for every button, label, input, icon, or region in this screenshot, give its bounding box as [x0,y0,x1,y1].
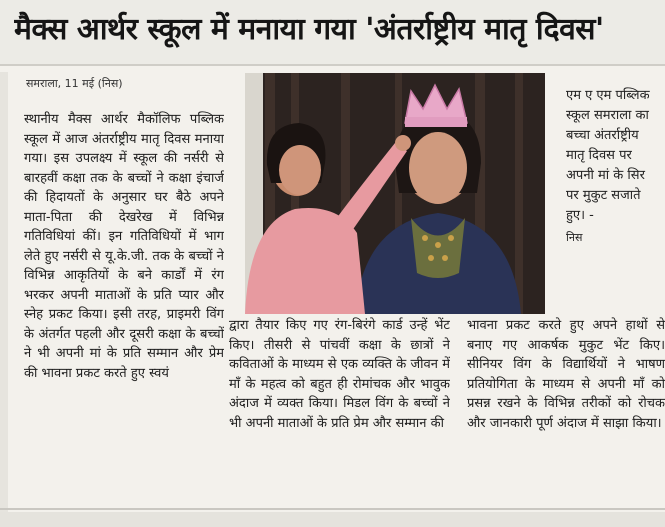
article-column-1 [24,110,224,502]
headline: मैक्स आर्थर स्कूल में मनाया गया 'अंतर्राष्ट्रीय मातृ दिवस' [14,12,604,47]
article-column-3 [467,316,665,502]
dateline: समराला, 11 मई (निस) [26,77,123,90]
divider [0,508,665,510]
article-text: स्थानीय मैक्स आर्थर मैकॉलिफ पब्लिक स्कूल में आज अंतर्राष्ट्रीय मातृ दिवस मनाया गया। इस उपलक्ष्य में स्कूल की नर्सरी से बारहवीं कक्षा तक के बच्चों ने कक्षा इंचार्ज की हिदायतों के अनुसार घर बैठे अपने माता-पिता की देखरेख में विभिन्न गतिविधियां कीं। इन गतिविधियों में भाग लेते हुए नर्सरी से यू.के.जी. तक के बच्चों ने विभिन्न आकृतियों के बने कार्डों में रंग भरकर अपनी माताओं के प्रति प्यार और स्नेह प्रकट किया। इसी तरह, प्राइमरी विंग के अंतर्गत पहली और दूसरी कक्षा के बच्चों ने भी अपनी मां के प्रति सम्मान और प्रेम की भावना प्रकट करते हुए स्वयं [24,112,224,381]
article-text: द्वारा तैयार किए गए रंग-बिरंगे कार्ड उन्हें भेंट किए। तीसरी से पांचवीं कक्षा के छात्रों ने कविताओं के माध्यम से एक व्यक्ति के जीवन में माँ के महत्व को बहुत ही रोमांचक और भावुक अंदाज में व्यक्त किया। मिडल विंग के बच्चों ने भी अपनी माताओं के प्रति प्रेम और सम्मान की [229,318,450,431]
news-photo [245,73,545,314]
article-text: भावना प्रकट करते हुए अपने हाथों से बनाए गए आकर्षक मुकुट भेंट किए। सीनियर विंग के विद्यार्थियों ने भाषण प्रतियोगिता के माध्यम से अपनी माँ को प्रसन्न रखने के विभिन्न तरीकों को रोचक और जानकारी पूर्ण अंदाज में साझा किया। [467,318,665,431]
photo-caption [566,86,661,248]
page-gutter [0,72,8,512]
article-column-2 [229,316,450,502]
caption-text: एम ए एम पब्लिक स्कूल समराला का बच्चा अंतर्राष्ट्रीय मातृ दिवस पर अपनी मां के सिर पर मुकुट सजाते हुए। - [566,88,650,223]
child-crowning-mother-image [245,73,545,314]
headline-band [0,0,665,64]
page-footer-strip [0,512,665,527]
divider [0,64,665,66]
caption-credit: निस [566,231,583,244]
